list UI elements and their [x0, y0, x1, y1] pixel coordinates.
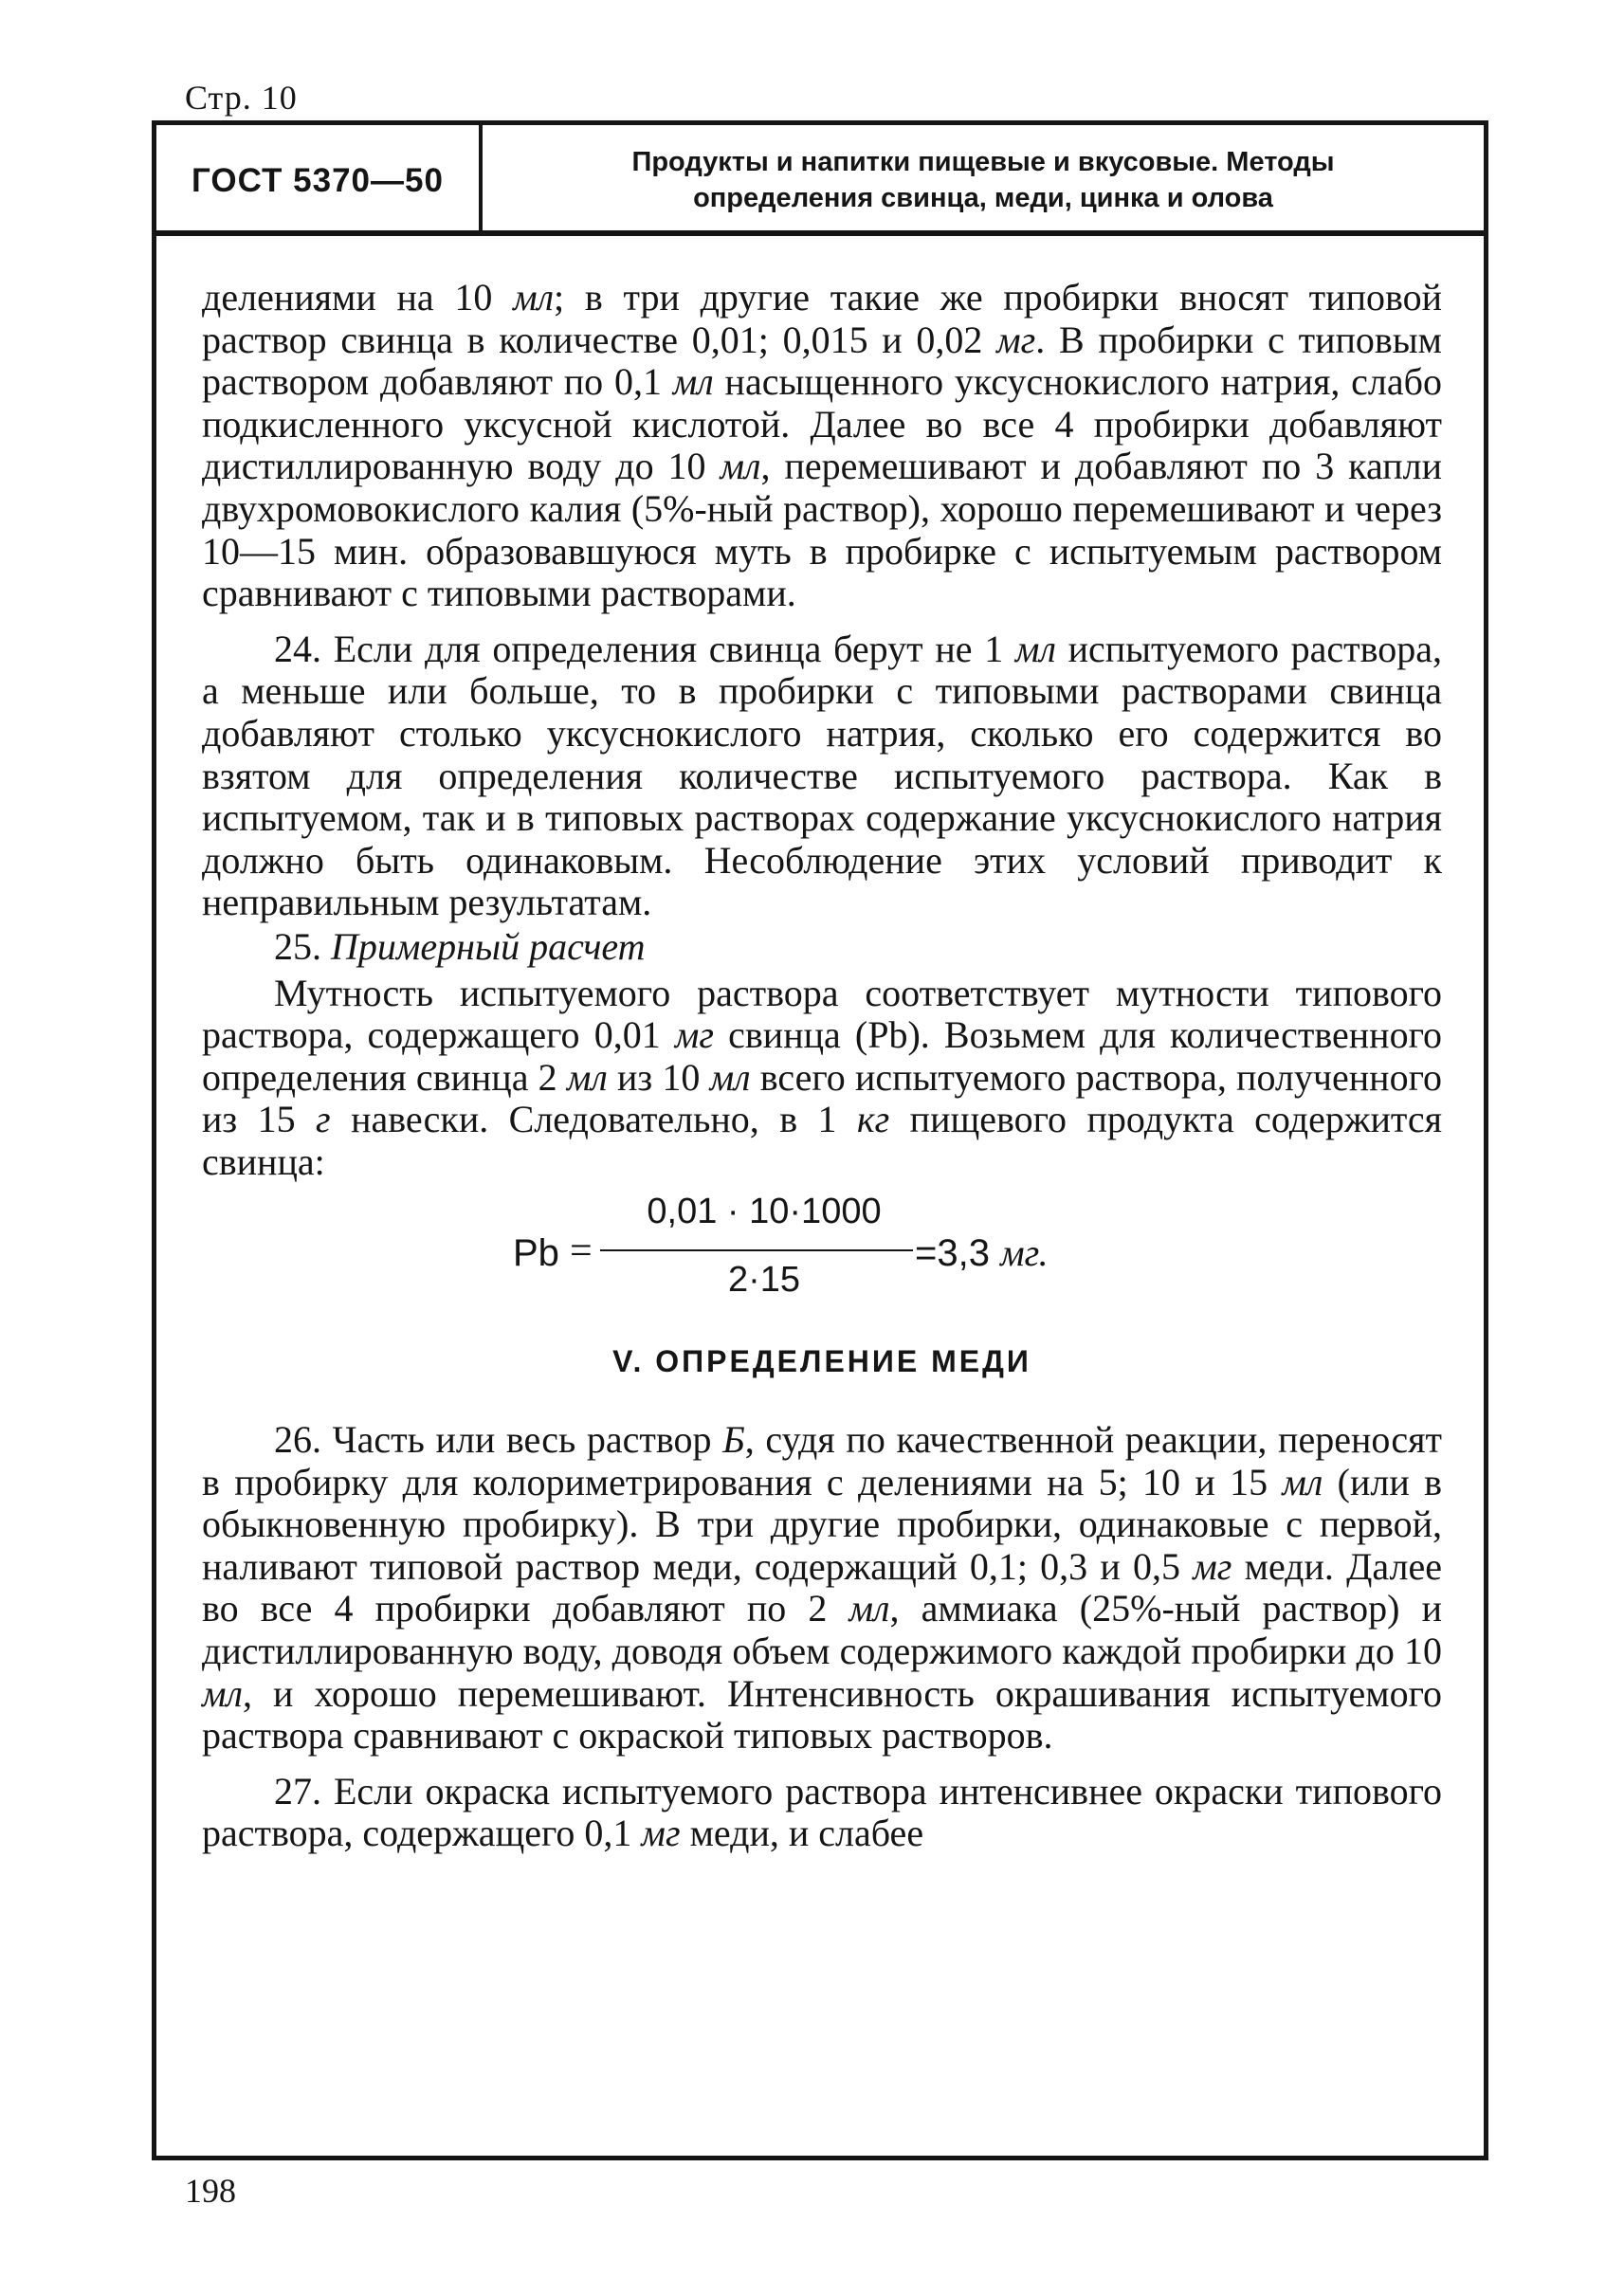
document-title-line-2: определения свинца, меди, цинка и олова [693, 182, 1273, 213]
page-label: Стр. 10 [185, 79, 298, 117]
page-content [202, 277, 1442, 1855]
standard-code: ГОСТ 5370—50 [156, 125, 483, 230]
paragraph-27: 27. Если окраска испытуемого раствора интенсивнее окраски типового раствора, содержащего 0,1 мг меди, и слабее [202, 1769, 1442, 1855]
document-title-line-1: Продукты и напитки пищевые и вкусовые. Методы [631, 146, 1335, 177]
formula-lhs: Pb [513, 1232, 559, 1275]
formula-numerator: 0,01 · 10·1000 [647, 1192, 882, 1232]
formula-denominator: 2·15 [727, 1260, 801, 1301]
document-title [483, 125, 1484, 230]
lead-formula [202, 1191, 1442, 1304]
paragraph-25-heading: 25. Примерный расчет [274, 924, 646, 968]
formula-fraction-bar [600, 1249, 913, 1251]
paragraph-24: 24. Если для определения свинца берут не 1 мл испытуемого раствора, а меньше или больше, то в пробирки с типовыми растворами свинца добавляют столько уксуснокислого натрия, сколько его содержится во взятом для определения количестве испытуемого раствора. Как в испытуемом, так и в типовых растворах содержание уксуснокислого натрия должно быть одинаковым. Несоблюдение этих условий приводит к неправильным результатам. [202, 627, 1443, 924]
page-frame [152, 120, 1488, 2160]
document-header [156, 125, 1484, 236]
paragraph-26: 26. Часть или весь раствор Б, судя по качественной реакции, переносят в пробирку для колориметрирования с делениями на 5; 10 и 15 мл (или в обыкновенную пробирку). В три другие пробирки, одинаковые с первой, наливают типовой раствор меди, содержащий 0,1; 0,3 и 0,5 мг меди. Далее во все 4 пробирки добавляют по 2 мл, аммиака (25%-ный раствор) и дистиллированную воду, доводя объем содержимого каждой пробирки до 10 мл, и хорошо перемешивают. Интенсивность окрашивания испытуемого раствора сравнивают с окраской типовых растворов. [202, 1418, 1443, 1758]
formula-result: =3,3 мг. [915, 1231, 1049, 1275]
page-number: 198 [185, 2172, 236, 2210]
section-heading: V. ОПРЕДЕЛЕНИЕ МЕДИ [612, 1344, 1031, 1379]
paragraph-25-body: Мутность испытуемого раствора соответствует мутности типового раствора, содержащего 0,01 мг свинца (Pb). Возьмем для количественного определения свинца 2 мл из 10 мл всего испытуемого раствора, полученного из 15 г навески. Следовательно, в 1 кг пищевого продукта содержится свинца: [202, 971, 1442, 1183]
formula-equals: = [570, 1229, 593, 1274]
paragraph-continued: делениями на 10 мл; в три другие такие же пробирки вносят типовой раствор свинца в количестве 0,01; 0,015 и 0,02 мг. В пробирки с типовым раствором добавляют по 0,1 мл насыщенного уксуснокислого натрия, слабо подкисленного уксусной кислотой. Далее во все 4 пробирки добавляют дистиллированную воду до 10 мл, перемешивают и добавляют по 3 капли двухромовокислого калия (5%-ный раствор), хорошо перемешивают и через 10—15 мин. образовавшуюся муть в пробирке с испытуемым раствором сравнивают с типовыми растворами. [202, 276, 1442, 615]
paragraph-25-title: Примерный расчет [331, 924, 646, 968]
